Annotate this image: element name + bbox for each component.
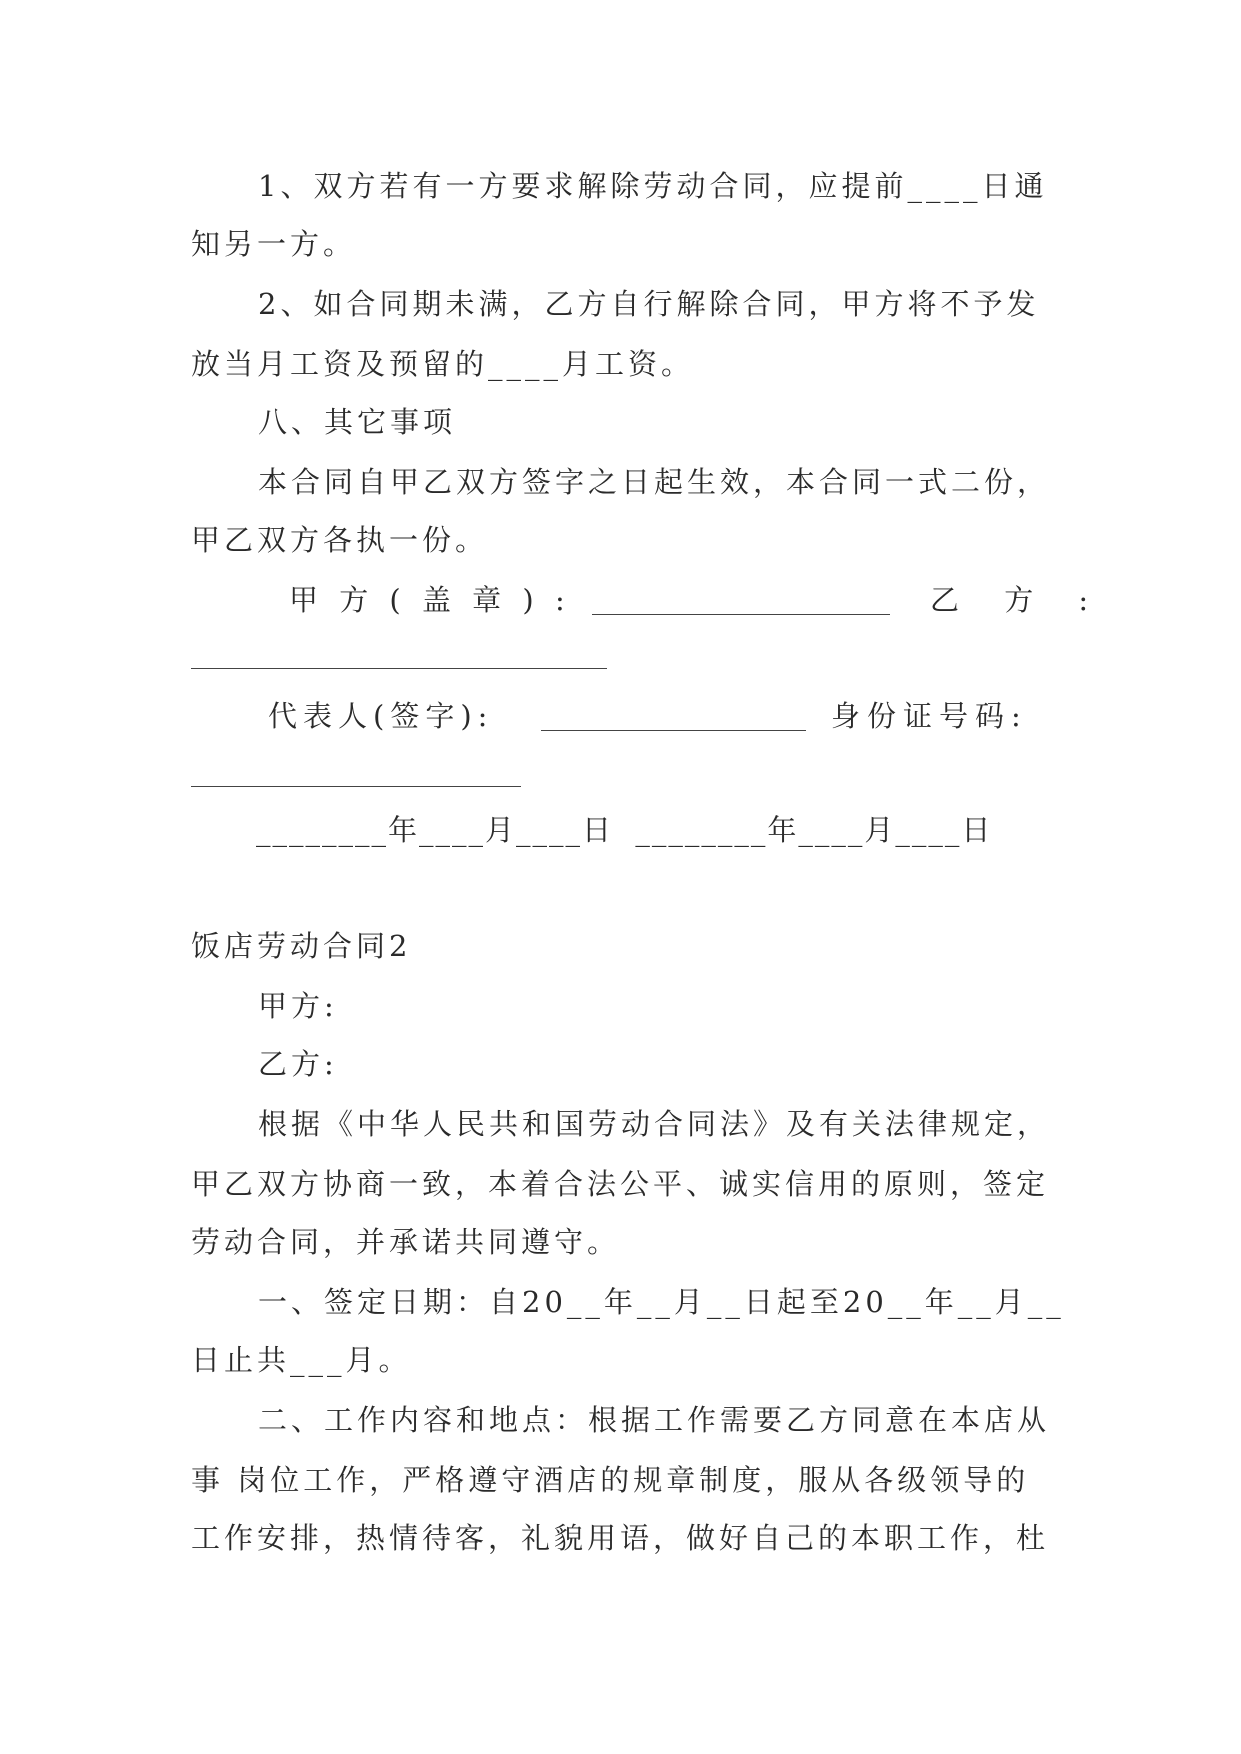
party-a-seal-label: 甲 方 ( 盖 章 ) : bbox=[289, 583, 571, 617]
effective-line-2: 甲乙双方各执一份。 bbox=[191, 523, 489, 557]
representative-label: 代表人(签字): bbox=[268, 699, 494, 733]
intro-line-3: 劳动合同，并承诺共同遵守。 bbox=[191, 1225, 621, 1259]
id-number-label: 身份证号码: bbox=[831, 699, 1028, 733]
party-a-field: 甲方: bbox=[258, 989, 338, 1023]
work-clause-line-2: 事 岗位工作，严格遵守酒店的规章制度，服从各级领导的 bbox=[191, 1463, 1030, 1497]
term-clause-line-2: 日止共___月。 bbox=[191, 1343, 412, 1377]
term-clause-line-1: 一、签定日期：自20__年__月__日起至20__年__月__ bbox=[258, 1285, 1065, 1319]
clause-2-line-2: 放当月工资及预留的____月工资。 bbox=[191, 347, 695, 381]
work-clause-line-1: 二、工作内容和地点：根据工作需要乙方同意在本店从 bbox=[258, 1403, 1051, 1437]
intro-line-1: 根据《中华人民共和国劳动合同法》及有关法律规定， bbox=[258, 1107, 1051, 1141]
contract-2-title: 饭店劳动合同2 bbox=[191, 929, 412, 963]
effective-line-1: 本合同自甲乙双方签字之日起生效，本合同一式二份， bbox=[258, 465, 1051, 499]
work-clause-line-3: 工作安排，热情待客，礼貌用语，做好自己的本职工作，杜 bbox=[191, 1521, 1050, 1555]
representative-signature-line bbox=[541, 730, 806, 731]
id-number-line bbox=[191, 786, 521, 787]
clause-2-line-1: 2、如合同期未满，乙方自行解除合同，甲方将不予发 bbox=[258, 287, 1040, 321]
intro-line-2: 甲乙双方协商一致，本着合法公平、诚实信用的原则，签定 bbox=[191, 1167, 1050, 1201]
party-b-label: 乙 方 : bbox=[930, 583, 1107, 617]
party-a-signature-line bbox=[592, 614, 890, 615]
clause-1-line-2: 知另一方。 bbox=[191, 227, 357, 261]
party-b-field: 乙方: bbox=[258, 1047, 338, 1081]
date-line: ________年____月____日 ________年____月____日 bbox=[256, 813, 993, 847]
section-8-heading: 八、其它事项 bbox=[258, 405, 457, 439]
clause-1-line-1: 1、双方若有一方要求解除劳动合同，应提前____日通 bbox=[258, 169, 1048, 203]
party-b-signature-line bbox=[191, 668, 607, 669]
